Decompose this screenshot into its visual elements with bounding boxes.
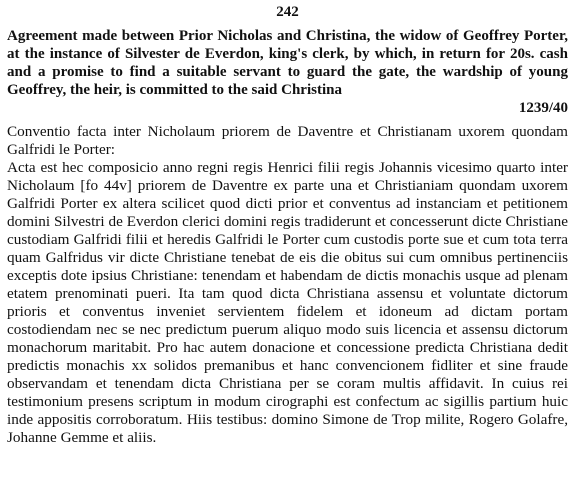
entry-date: 1239/40 — [518, 100, 568, 116]
document-page — [7, 3, 568, 447]
intro-paragraph: Conventio facta inter Nicholaum priorem de Daventre et Christianam uxorem quondam Galfridi le Porter: — [7, 123, 568, 158]
body-paragraph: Acta est hec composicio anno regni regis Henrici filii regis Johannis vicesimo quarto inter Nicholaum [fo 44v] priorem de Daventre ex parte una et Christianiam quondam uxorem Galfridi Porter ex altera scilicet quod dicti prior et conventus ad instanciam et petitionem domini Silvestri de Everdon clerici domini regis tradiderunt et concesserunt dicte Christiane custodiam Galfridi filii et heredis Galfridi le Porter cum custodis porte sue et cum tota terra quam Galfridus vir dicte Christiane tenebat de eis die obitus sui cum omnibus pertinenciis exceptis dote ipsius Christiane: tenendam et habendam de dictis monachis usque ad plenam etatem prenominati pueri. Ita tam quod dicta Christiana assensu et voluntate dictorum prioris et conventus inveniet servientem fidelem et idoneum ad dictam portam costodiendam nec se nec predictum puerum aliquo modo suis licencia et assensu dictorum monachorum maritabit. Pro hac autem donacione et concessione predicta Christiana dedit predictis monachis xx solidos premanibus et hanc convencionem fidliter et sine fraude observandam et tenendam dicta Christiana per se coram multis affidavit. In cuius rei testimonium presens scriptum in modum cirographi est confectum ac sigillis partium huic inde appositis corroboratum. Hiis testibus: domino Simone de Trop milite, Rogero Golafre, Johanne Gemme et aliis. — [7, 159, 568, 446]
page-number: 242 — [276, 4, 299, 20]
entry-heading: Agreement made between Prior Nicholas and Christina, the widow of Geoffrey Porter, at the instance of Silvester de Everdon, king's clerk, by which, in return for 20s. cash and a promise to find a suitable servant to guard the gate, the wardship of young Geoffrey, the heir, is committed to the said Christina — [7, 28, 568, 98]
